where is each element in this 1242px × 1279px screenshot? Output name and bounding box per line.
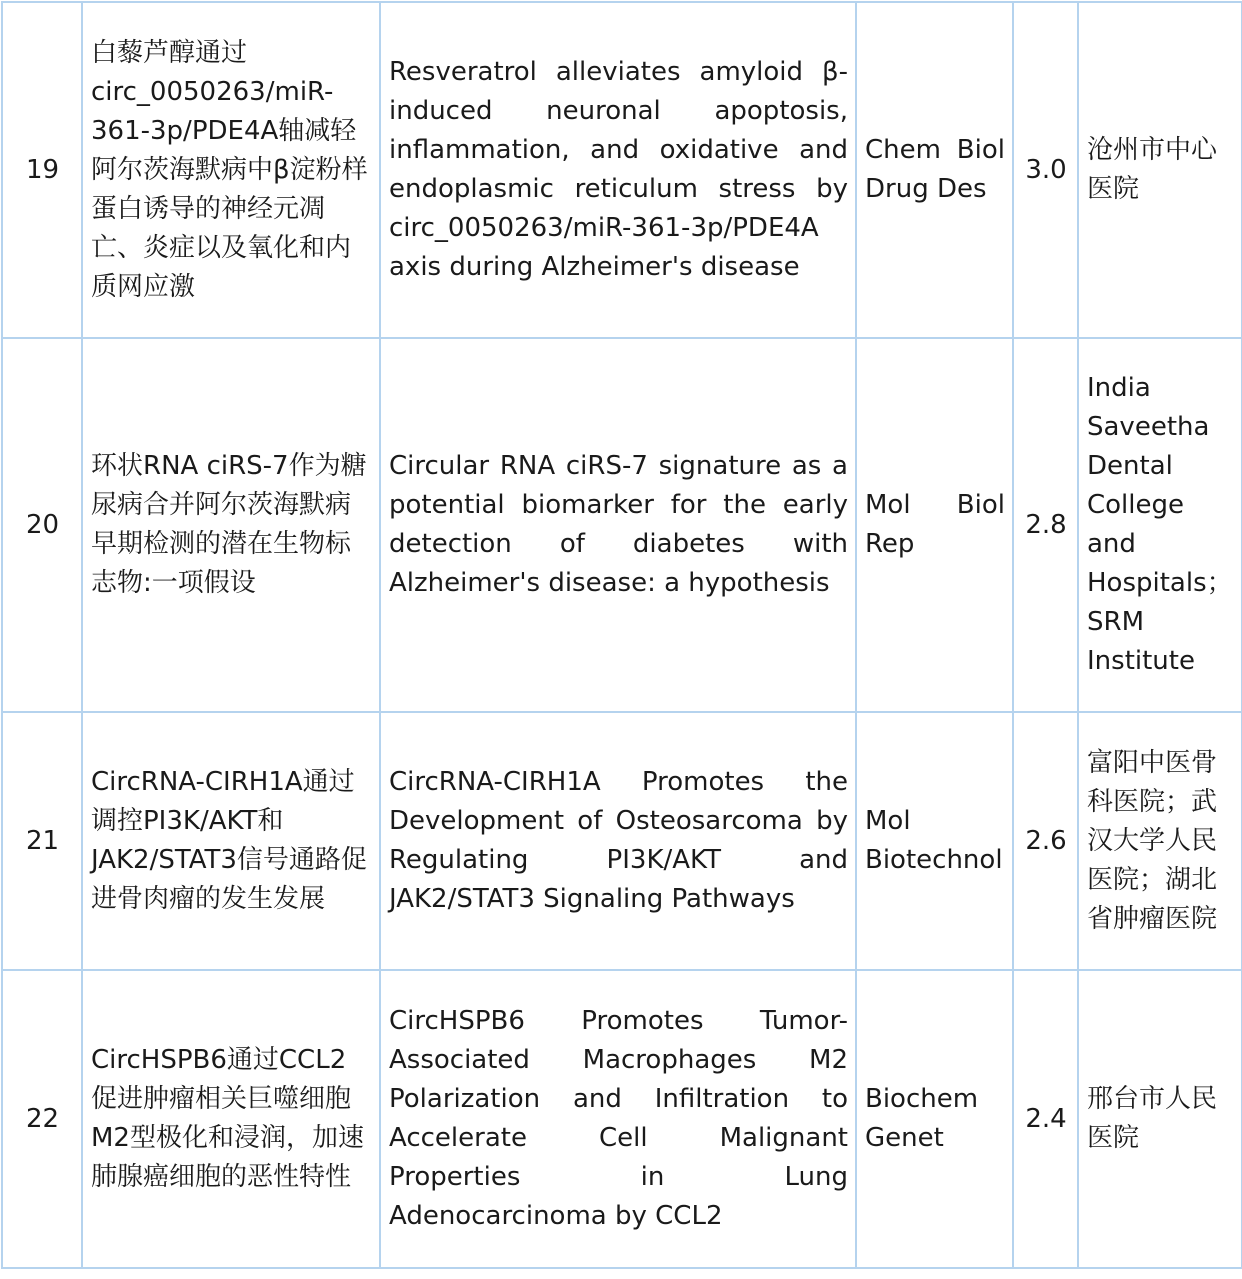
table-row <box>2 2 1242 338</box>
chinese-title: 白藜芦醇通过circ_0050263/miR-361-3p/PDE4A轴减轻阿尔茨海默病中β淀粉样蛋白诱导的神经元凋亡、炎症以及氧化和内质网应激 <box>82 2 380 338</box>
row-number: 19 <box>2 2 82 338</box>
journal-name: Chem Biol Drug Des <box>856 2 1013 338</box>
english-title: Resveratrol alleviates amyloid β-induced neuronal apoptosis, inflammation, and oxidative and endoplasmic reticulum stress by circ_0050263/miR-361-3p/PDE4A axis during Alzheimer's disease <box>380 2 856 338</box>
chinese-title: 环状RNA ciRS-7作为糖尿病合并阿尔茨海默病早期检测的潜在生物标志物:一项假设 <box>82 338 380 712</box>
impact-factor: 3.0 <box>1013 2 1078 338</box>
english-title: CircRNA-CIRH1A Promotes the Development of Osteosarcoma by Regulating PI3K/AKT and JAK2/STAT3 Signaling Pathways <box>380 712 856 970</box>
chinese-title: CircRNA-CIRH1A通过调控PI3K/AKT和JAK2/STAT3信号通路促进骨肉瘤的发生发展 <box>82 712 380 970</box>
row-number: 22 <box>2 970 82 1268</box>
impact-factor: 2.4 <box>1013 970 1078 1268</box>
row-number: 21 <box>2 712 82 970</box>
institution: 富阳中医骨科医院；武汉大学人民医院；湖北省肿瘤医院 <box>1078 712 1242 970</box>
journal-name: Biochem Genet <box>856 970 1013 1268</box>
institution: 邢台市人民医院 <box>1078 970 1242 1268</box>
english-title: CircHSPB6 Promotes Tumor-Associated Macrophages M2 Polarization and Infiltration to Accelerate Cell Malignant Properties in Lung Adenocarcinoma by CCL2 <box>380 970 856 1268</box>
table-row <box>2 970 1242 1268</box>
journal-name: Mol Biol Rep <box>856 338 1013 712</box>
publication-table <box>1 1 1242 1269</box>
institution: 沧州市中心医院 <box>1078 2 1242 338</box>
impact-factor: 2.6 <box>1013 712 1078 970</box>
journal-name: Mol Biotechnol <box>856 712 1013 970</box>
table-row <box>2 712 1242 970</box>
institution: India Saveetha Dental College and Hospitals；SRM Institute <box>1078 338 1242 712</box>
impact-factor: 2.8 <box>1013 338 1078 712</box>
row-number: 20 <box>2 338 82 712</box>
english-title: Circular RNA ciRS-7 signature as a potential biomarker for the early detection of diabetes with Alzheimer's disease: a hypothesis <box>380 338 856 712</box>
chinese-title: CircHSPB6通过CCL2促进肿瘤相关巨噬细胞M2型极化和浸润，加速肺腺癌细胞的恶性特性 <box>82 970 380 1268</box>
table-row <box>2 338 1242 712</box>
